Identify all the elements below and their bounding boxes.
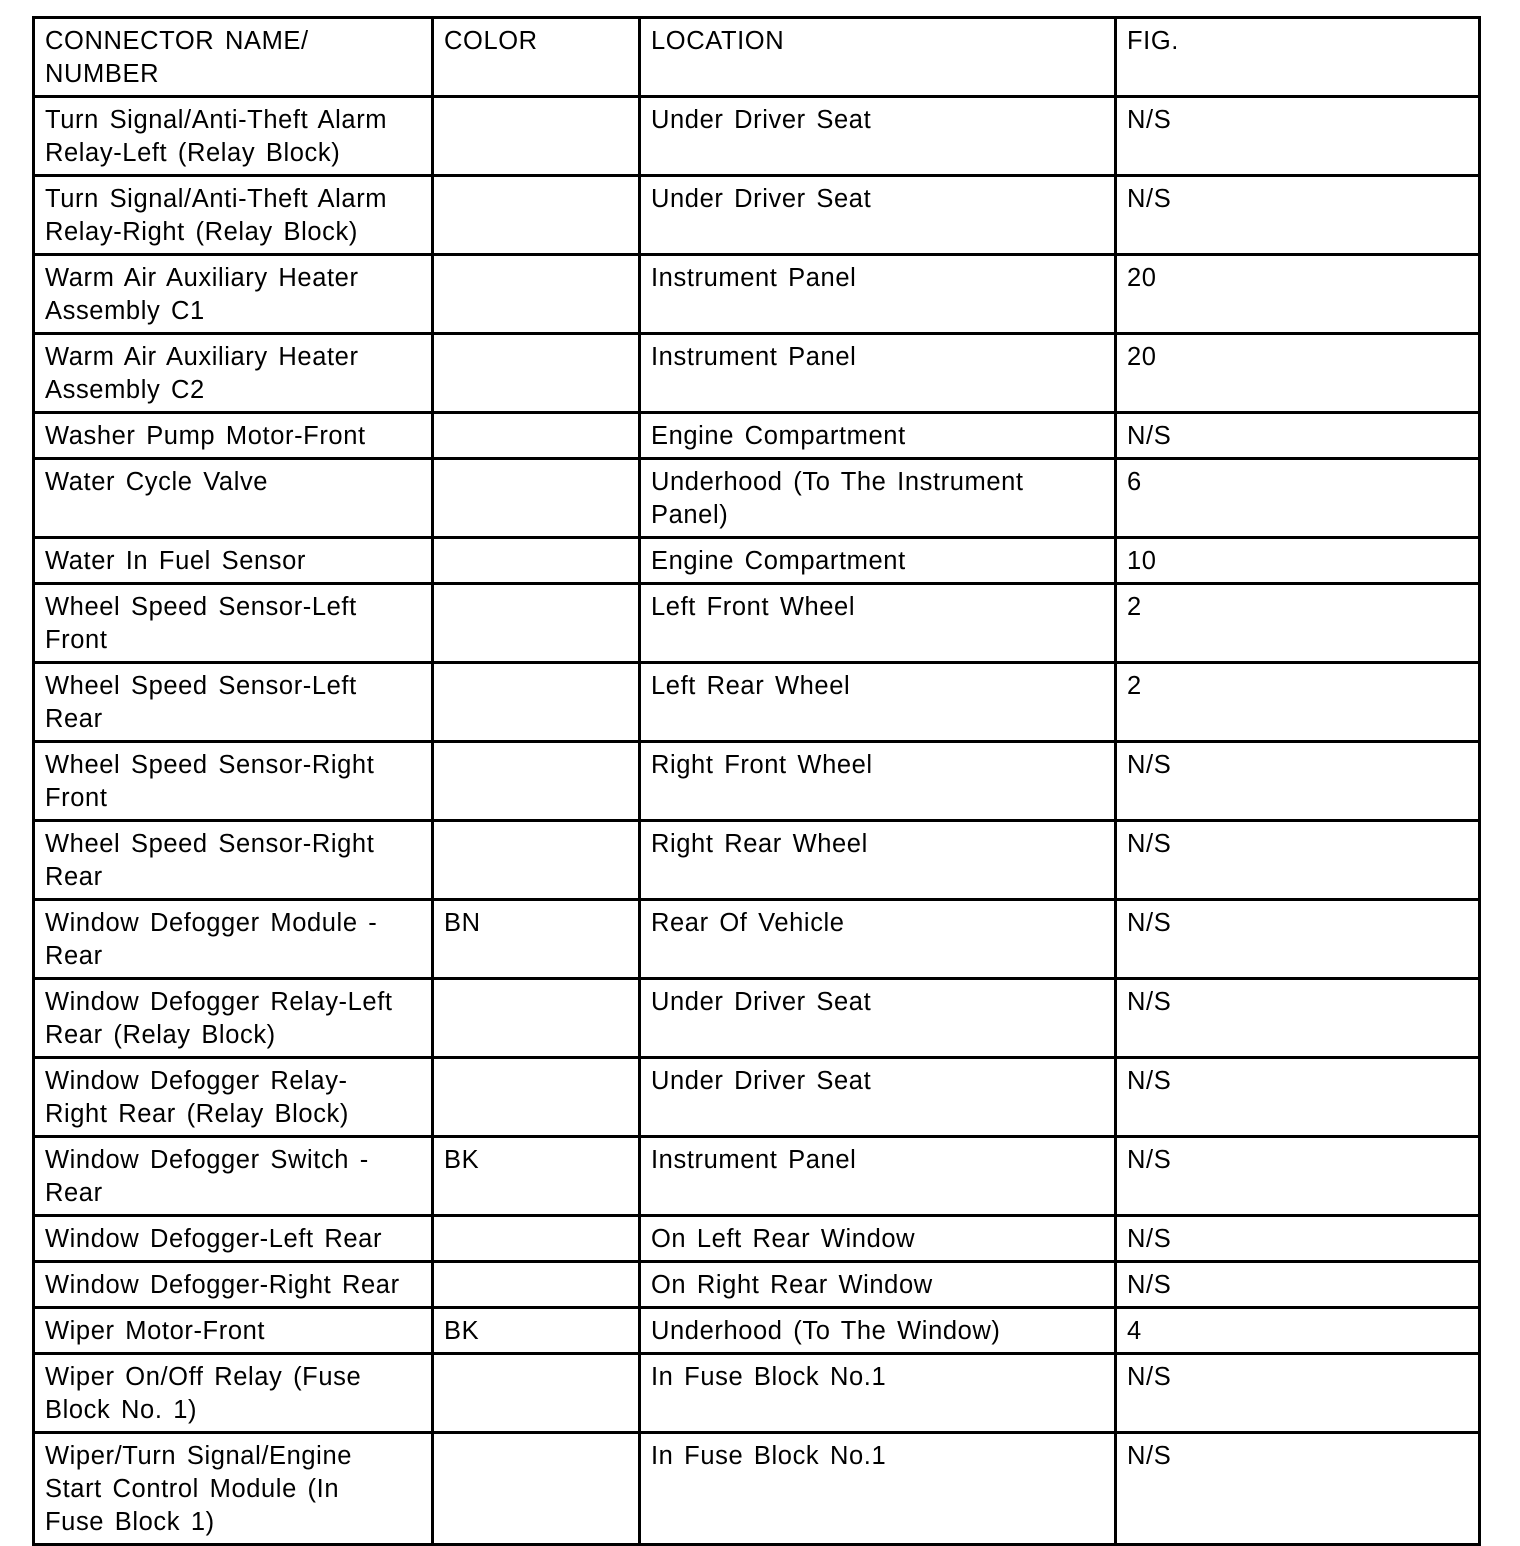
cell-fig: N/S <box>1116 821 1480 900</box>
cell-connector-name: Window Defogger-Left Rear <box>34 1216 433 1262</box>
table-row <box>34 413 1480 459</box>
cell-fig: N/S <box>1116 1216 1480 1262</box>
cell-color <box>433 176 640 255</box>
cell-color <box>433 538 640 584</box>
cell-color <box>433 334 640 413</box>
cell-fig: N/S <box>1116 900 1480 979</box>
header-location: LOCATION <box>640 18 1116 97</box>
cell-location: Under Driver Seat <box>640 979 1116 1058</box>
header-row <box>34 18 1480 97</box>
cell-connector-name: Water Cycle Valve <box>34 459 433 538</box>
cell-connector-name: Washer Pump Motor-Front <box>34 413 433 459</box>
cell-connector-name: Warm Air Auxiliary Heater Assembly C2 <box>34 334 433 413</box>
table-row <box>34 742 1480 821</box>
cell-color <box>433 1216 640 1262</box>
cell-color <box>433 1262 640 1308</box>
cell-location: Right Front Wheel <box>640 742 1116 821</box>
cell-connector-name: Warm Air Auxiliary Heater Assembly C1 <box>34 255 433 334</box>
cell-fig: N/S <box>1116 1433 1480 1545</box>
cell-fig: N/S <box>1116 97 1480 176</box>
cell-location: Engine Compartment <box>640 413 1116 459</box>
cell-connector-name: Wiper Motor-Front <box>34 1308 433 1354</box>
cell-color: BN <box>433 900 640 979</box>
cell-fig: 4 <box>1116 1308 1480 1354</box>
cell-location: Engine Compartment <box>640 538 1116 584</box>
cell-location: In Fuse Block No.1 <box>640 1354 1116 1433</box>
cell-connector-name: Wheel Speed Sensor-Left Rear <box>34 663 433 742</box>
cell-fig: N/S <box>1116 1058 1480 1137</box>
cell-connector-name: Window Defogger Switch - Rear <box>34 1137 433 1216</box>
cell-fig: N/S <box>1116 742 1480 821</box>
cell-connector-name: Wiper On/Off Relay (Fuse Block No. 1) <box>34 1354 433 1433</box>
table-row <box>34 1216 1480 1262</box>
cell-color <box>433 1354 640 1433</box>
cell-color <box>433 459 640 538</box>
cell-connector-name: Window Defogger Relay- Right Rear (Relay Block) <box>34 1058 433 1137</box>
header-fig: FIG. <box>1116 18 1480 97</box>
header-color: COLOR <box>433 18 640 97</box>
cell-connector-name: Turn Signal/Anti-Theft Alarm Relay-Right (Relay Block) <box>34 176 433 255</box>
cell-location: Instrument Panel <box>640 334 1116 413</box>
cell-location: Instrument Panel <box>640 1137 1116 1216</box>
table-row <box>34 1262 1480 1308</box>
table-row <box>34 900 1480 979</box>
cell-fig: 10 <box>1116 538 1480 584</box>
table-row <box>34 1354 1480 1433</box>
cell-color <box>433 1058 640 1137</box>
cell-location: Rear Of Vehicle <box>640 900 1116 979</box>
cell-fig: 2 <box>1116 584 1480 663</box>
cell-fig: 20 <box>1116 255 1480 334</box>
cell-color <box>433 742 640 821</box>
cell-location: Left Front Wheel <box>640 584 1116 663</box>
table-row <box>34 1433 1480 1545</box>
cell-fig: N/S <box>1116 176 1480 255</box>
table-row <box>34 176 1480 255</box>
cell-connector-name: Wheel Speed Sensor-Right Front <box>34 742 433 821</box>
cell-color <box>433 255 640 334</box>
cell-connector-name: Water In Fuel Sensor <box>34 538 433 584</box>
cell-color <box>433 413 640 459</box>
cell-connector-name: Window Defogger-Right Rear <box>34 1262 433 1308</box>
cell-fig: N/S <box>1116 1354 1480 1433</box>
cell-color: BK <box>433 1137 640 1216</box>
table-row <box>34 584 1480 663</box>
table-row <box>34 97 1480 176</box>
table-row <box>34 663 1480 742</box>
table-row <box>34 255 1480 334</box>
cell-location: Underhood (To The Window) <box>640 1308 1116 1354</box>
cell-color <box>433 1433 640 1545</box>
cell-location: Instrument Panel <box>640 255 1116 334</box>
cell-fig: 6 <box>1116 459 1480 538</box>
cell-color <box>433 584 640 663</box>
cell-color <box>433 97 640 176</box>
cell-location: Left Rear Wheel <box>640 663 1116 742</box>
table-row <box>34 979 1480 1058</box>
cell-color <box>433 821 640 900</box>
cell-location: On Left Rear Window <box>640 1216 1116 1262</box>
cell-color <box>433 979 640 1058</box>
table-row <box>34 459 1480 538</box>
cell-fig: N/S <box>1116 1137 1480 1216</box>
cell-location: Under Driver Seat <box>640 176 1116 255</box>
table-row <box>34 1137 1480 1216</box>
cell-connector-name: Window Defogger Relay-Left Rear (Relay Block) <box>34 979 433 1058</box>
cell-color: BK <box>433 1308 640 1354</box>
cell-connector-name: Wheel Speed Sensor-Left Front <box>34 584 433 663</box>
table-row <box>34 821 1480 900</box>
cell-fig: N/S <box>1116 1262 1480 1308</box>
cell-location: Under Driver Seat <box>640 1058 1116 1137</box>
cell-fig: 2 <box>1116 663 1480 742</box>
table-row <box>34 1058 1480 1137</box>
header-connector-name: CONNECTOR NAME/ NUMBER <box>34 18 433 97</box>
cell-fig: 20 <box>1116 334 1480 413</box>
cell-connector-name: Turn Signal/Anti-Theft Alarm Relay-Left (Relay Block) <box>34 97 433 176</box>
cell-location: On Right Rear Window <box>640 1262 1116 1308</box>
connector-table <box>32 16 1481 1546</box>
cell-location: Under Driver Seat <box>640 97 1116 176</box>
cell-connector-name: Wheel Speed Sensor-Right Rear <box>34 821 433 900</box>
cell-color <box>433 663 640 742</box>
cell-connector-name: Window Defogger Module - Rear <box>34 900 433 979</box>
cell-fig: N/S <box>1116 979 1480 1058</box>
cell-location: Right Rear Wheel <box>640 821 1116 900</box>
table-row <box>34 334 1480 413</box>
cell-fig: N/S <box>1116 413 1480 459</box>
table-row <box>34 538 1480 584</box>
table-row <box>34 1308 1480 1354</box>
cell-location: In Fuse Block No.1 <box>640 1433 1116 1545</box>
cell-location: Underhood (To The Instrument Panel) <box>640 459 1116 538</box>
cell-connector-name: Wiper/Turn Signal/Engine Start Control Module (In Fuse Block 1) <box>34 1433 433 1545</box>
